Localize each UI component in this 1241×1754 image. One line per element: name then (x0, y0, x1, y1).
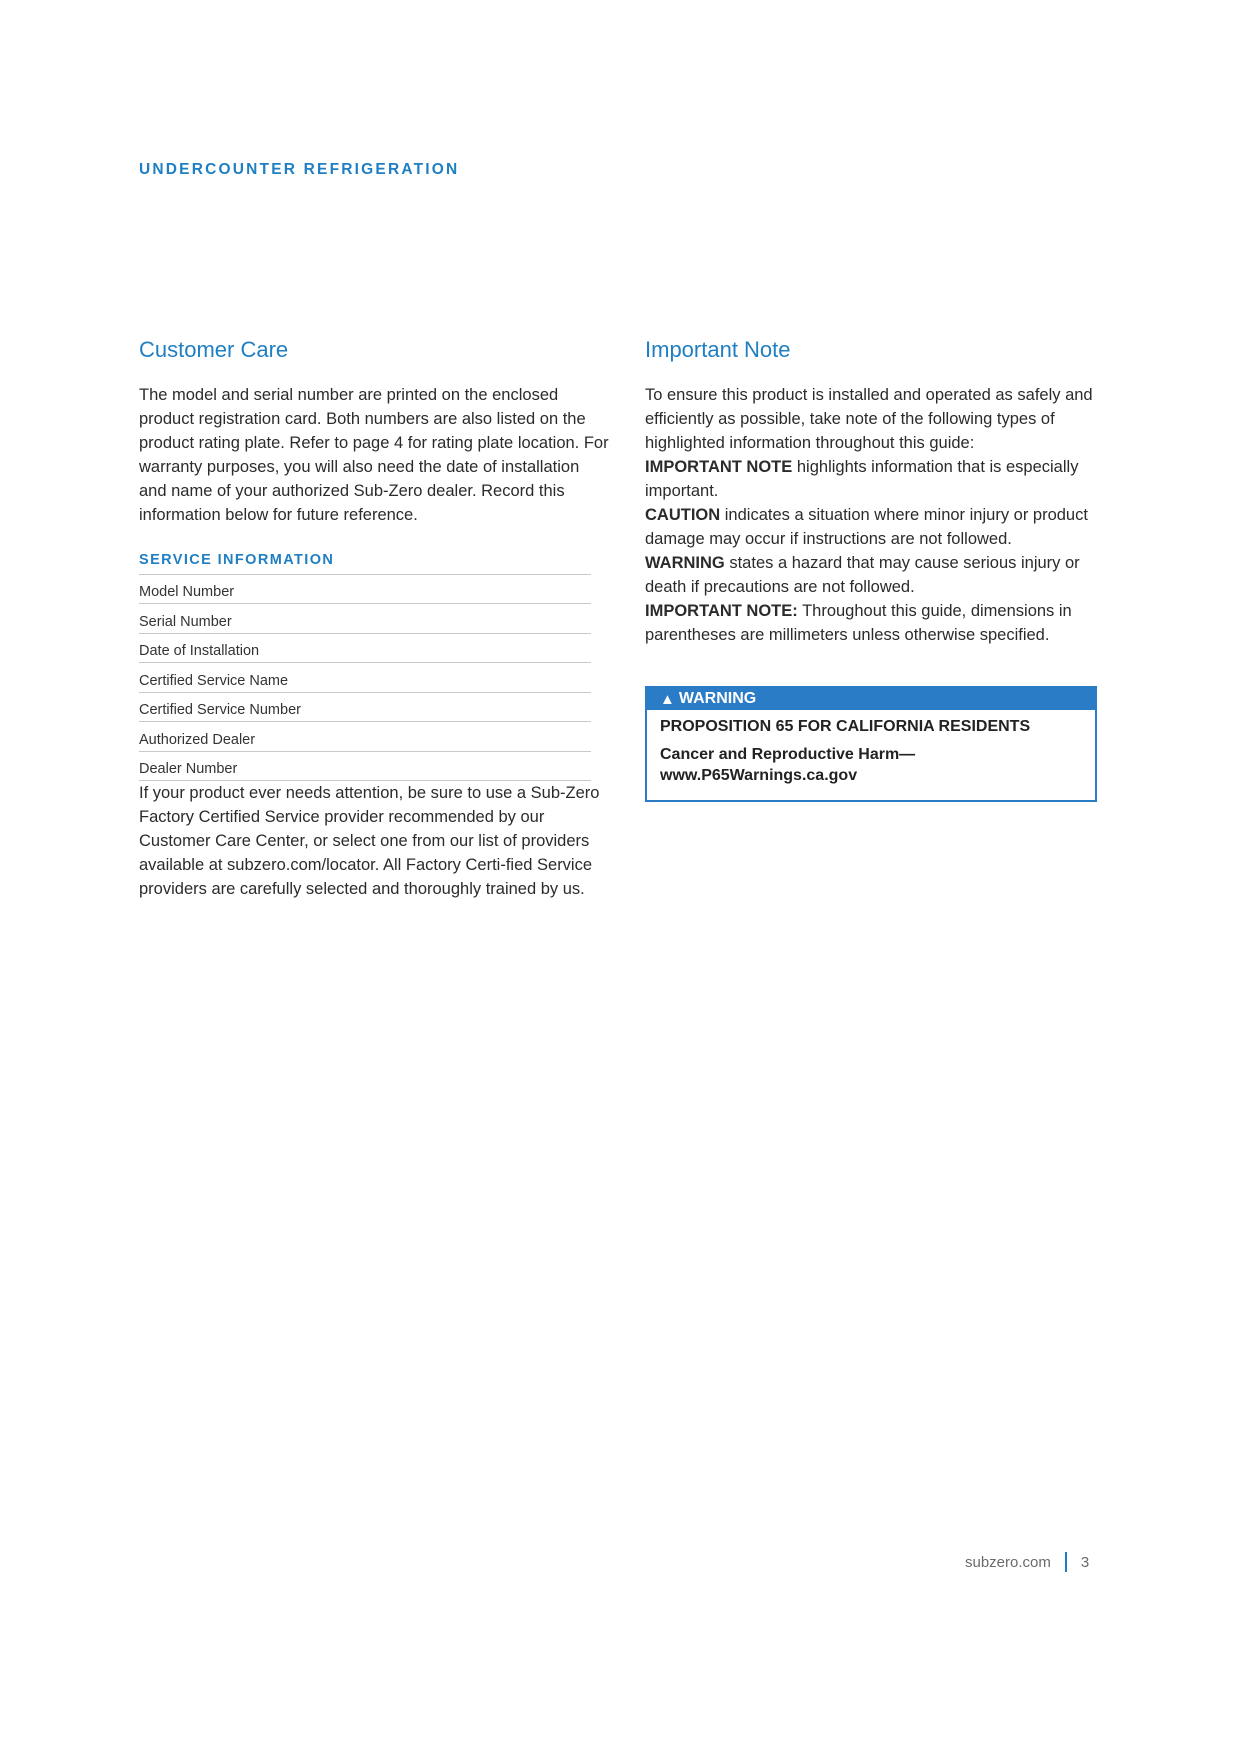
note-caution (645, 503, 1110, 551)
prop65-warning-box (645, 686, 1097, 802)
field-label: Certified Service Number (139, 702, 301, 718)
page-footer (965, 1552, 1089, 1572)
important-note-intro: To ensure this product is installed and operated as safely and efficiently as possible, take note of the following types of highlighted information throughout this guide: (645, 386, 1093, 452)
field-label: Certified Service Name (139, 673, 289, 689)
field-label: Dealer Number (139, 761, 238, 777)
warning-link[interactable]: www.P65Warnings.ca.gov (660, 767, 858, 784)
warning-body (647, 710, 1095, 800)
service-information-title: SERVICE INFORMATION (139, 552, 335, 568)
field-label: Date of Installation (139, 643, 260, 659)
note-label: WARNING (645, 554, 725, 572)
note-important (645, 455, 1110, 503)
note-text: indicates a situation where minor injury or product damage may occur if instructions are not followed. (645, 506, 1088, 548)
note-text: highlights information that is especially important. (645, 458, 1079, 500)
service-field-serial-number[interactable] (139, 604, 591, 634)
note-label: IMPORTANT NOTE (645, 458, 793, 476)
dimensions-note (645, 599, 1110, 647)
field-label: Serial Number (139, 614, 232, 630)
field-label: Model Number (139, 584, 235, 600)
note-label: CAUTION (645, 506, 721, 524)
warning-text (660, 744, 1082, 786)
service-field-date-of-installation[interactable] (139, 634, 591, 663)
customer-care-column (139, 337, 609, 901)
service-information-form (139, 574, 591, 781)
warning-header (647, 688, 1095, 710)
important-note-title: Important Note (645, 337, 791, 362)
service-field-certified-service-name[interactable] (139, 663, 591, 693)
page-number: 3 (1080, 1553, 1090, 1571)
note-label: IMPORTANT NOTE: (645, 602, 798, 620)
note-warning (645, 551, 1110, 599)
note-text: states a hazard that may cause serious injury or death if precautions are not followed. (645, 554, 1080, 596)
note-text: Throughout this guide, dimensions in parentheses are millimeters unless otherwise specified. (645, 602, 1072, 644)
footer-divider (1065, 1552, 1067, 1572)
section-header: UNDERCOUNTER REFRIGERATION (139, 161, 460, 178)
warning-title: PROPOSITION 65 FOR CALIFORNIA RESIDENTS (660, 718, 1031, 735)
service-field-certified-service-number[interactable] (139, 693, 591, 722)
important-note-column (645, 337, 1110, 802)
customer-care-intro: The model and serial number are printed on the enclosed product registration card. Both numbers are also listed on the product rating plate. Refer to page 4 for rating plate location. For warranty purposes, you will also need the date of installation and name of your authorized Sub-Zero dealer. Record this information below for future reference. (139, 386, 609, 524)
warning-triangle-icon: ▲ (660, 690, 675, 708)
service-field-authorized-dealer[interactable] (139, 722, 591, 752)
service-field-dealer-number[interactable] (139, 752, 591, 781)
field-label: Authorized Dealer (139, 732, 256, 748)
warning-line-1: Cancer and Reproductive Harm— (660, 746, 916, 763)
service-field-model-number[interactable] (139, 575, 591, 604)
service-provider-text: If your product ever needs attention, be sure to use a Sub-Zero Factory Certified Service provider recommended by our Customer Care Center, or select one from our list of providers available at subzero.com/locator. All Factory Certi-fied Service providers are carefully selected and thoroughly trained by us. (139, 784, 600, 898)
warning-heading: WARNING (678, 690, 757, 707)
customer-care-title: Customer Care (139, 337, 289, 362)
footer-site[interactable]: subzero.com (965, 1553, 1051, 1571)
